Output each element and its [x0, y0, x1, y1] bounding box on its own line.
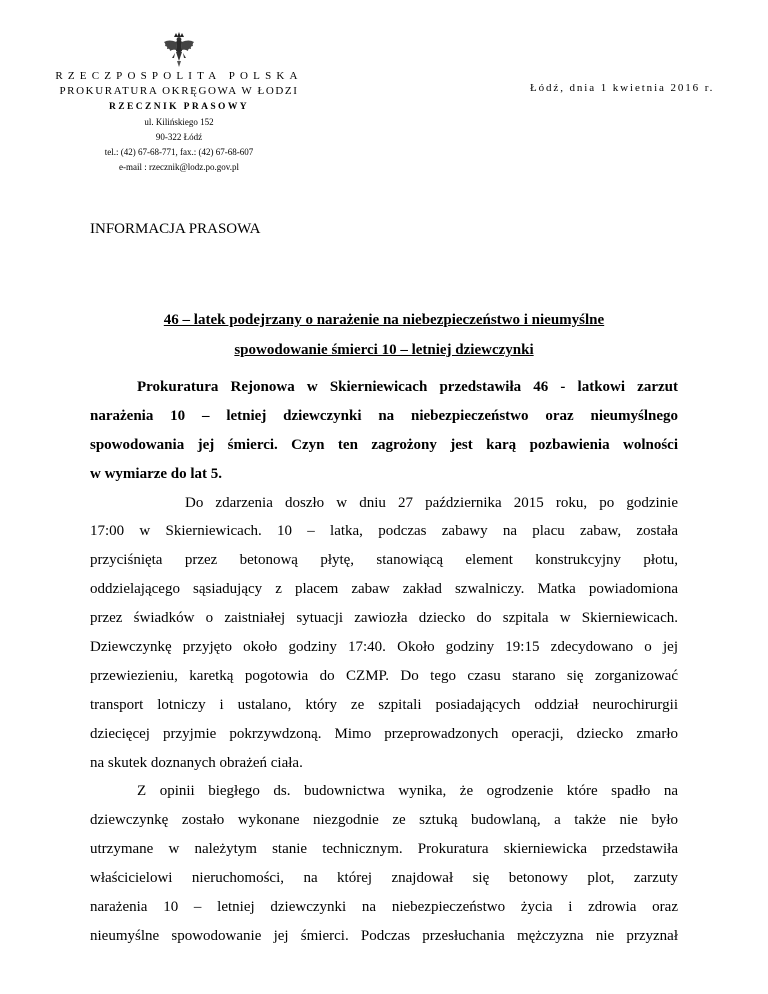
paragraph-line: Dziewczynkę przyjęto około godziny 17:40. Około godziny 19:15 zdecydowano o jej [90, 639, 678, 656]
header-country: RZECZPOSPOLITA POLSKA [55, 70, 303, 82]
press-body [90, 373, 678, 951]
paragraph-line: Do zdarzenia doszło w dniu 27 października 2015 roku, po godzinie [185, 494, 678, 511]
lead-line: spowodowania jej śmierci. Czyn ten zagrożony jest karą pozbawienia wolności [90, 436, 678, 453]
header-city: 90-322 Łódź [155, 132, 203, 142]
lead-line: w wymiarze do lat 5. [90, 465, 223, 482]
paragraph-line: 17:00 w Skierniewicach. 10 – latka, podczas zabawy na placu zabaw, została [90, 523, 678, 540]
press-title-line-2: spowodowanie śmierci 10 – letniej dziewczynki [234, 342, 534, 358]
paragraph-line: dziewczynkę zostało wykonane niezgodnie ze sztuką budowlaną, a także nie było [90, 812, 678, 829]
polish-eagle-emblem-icon [163, 31, 195, 69]
paragraph-line: na skutek doznanych obrażeń ciała. [90, 754, 303, 771]
paragraph-line: Z opinii biegłego ds. budownictwa wynika, że ogrodzenie które spadło na [137, 783, 678, 800]
header-phone: tel.: (42) 67-68-771, fax.: (42) 67-68-607 [104, 147, 254, 157]
header-office: PROKURATURA OKRĘGOWA W ŁODZI [59, 85, 299, 97]
page-heading: INFORMACJA PRASOWA [90, 221, 261, 237]
paragraph-line: przewiezieniu, karetką pogotowia do CZMP. Do tego czasu starano się zorganizować [90, 667, 678, 684]
paragraph-line: nieumyślne spowodowanie jej śmierci. Podczas przesłuchania mężczyzna nie przyznał [90, 927, 678, 944]
paragraph-line: właścicielowi nieruchomości, na której znajdował się betonowy plot, zarzuty [90, 870, 678, 887]
paragraph-line: utrzymane w należytym stanie technicznym. Prokuratura skierniewicka przedstawiła [90, 841, 678, 858]
press-title-line-1: 46 – latek podejrzany o narażenie na niebezpieczeństwo i nieumyślne [163, 312, 605, 328]
paragraph-line: narażenia 10 – letniej dziewczynki na niebezpieczeństwo życia i zdrowia oraz [90, 899, 678, 916]
paragraph-line: przyciśnięta przez betonową płytę, stanowiącą element konstrukcyjny płotu, [90, 552, 678, 569]
paragraph-line: transport lotniczy i ustalano, który ze szpitali posiadających oddział neurochirurgii [90, 696, 678, 713]
paragraph-line: przez świadków o zaistniałej sytuacji zawiozła dziecko do szpitala w Skierniewicach. [90, 610, 678, 627]
lead-line: Prokuratura Rejonowa w Skierniewicach przedstawiła 46 - latkowi zarzut [137, 379, 678, 395]
header-street: ul. Kilińskiego 152 [144, 117, 214, 127]
lead-line: narażenia 10 – letniej dziewczynki na niebezpieczeństwo oraz nieumyślnego [90, 407, 678, 424]
header-email: e-mail : rzecznik@lodz.po.gov.pl [119, 162, 239, 172]
document-date: Łódź, dnia 1 kwietnia 2016 r. [530, 82, 715, 94]
paragraph-line: dziecięcej przyjmie pokrzywdzoną. Mimo przeprowadzonych operacji, dziecko zmarło [90, 725, 678, 742]
paragraph-line: oddzielającego sąsiadujący z placem zabaw zakład szwalniczy. Matka powiadomiona [90, 581, 678, 598]
header-department: RZECZNIK PRASOWY [108, 102, 249, 112]
